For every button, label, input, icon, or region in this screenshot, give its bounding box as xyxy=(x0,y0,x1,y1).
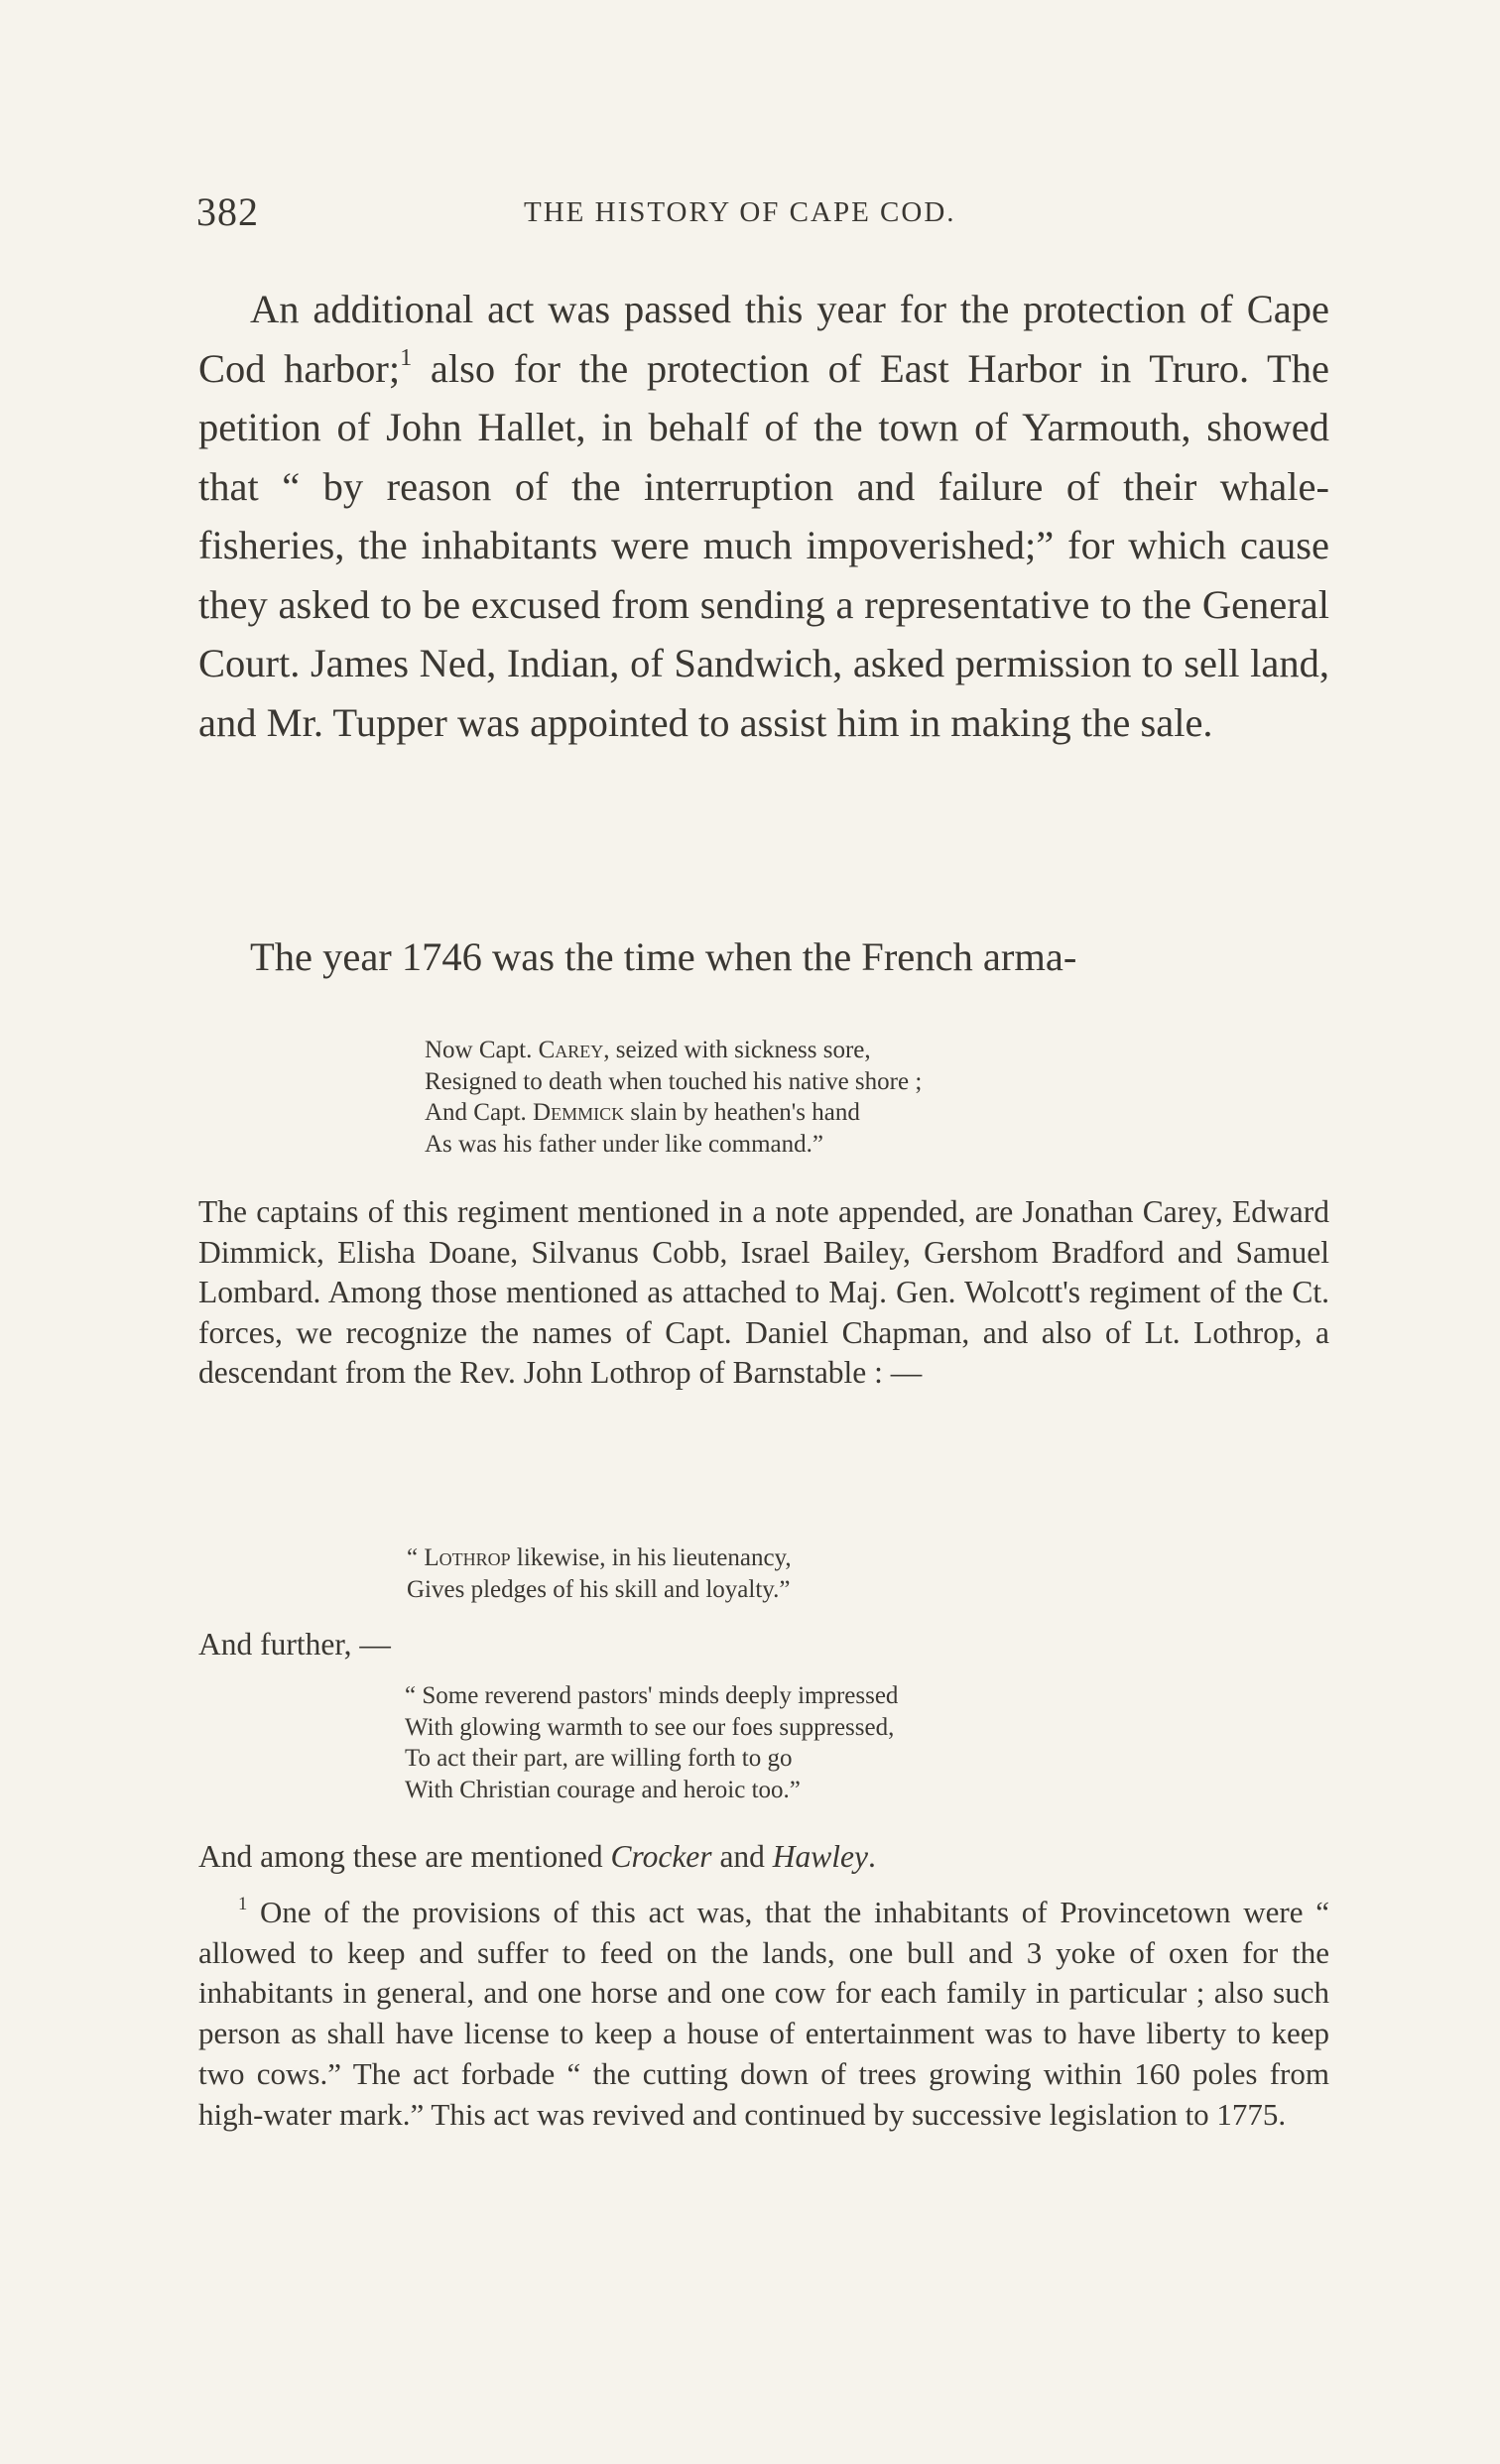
running-head: THE HISTORY OF CAPE COD. xyxy=(524,196,956,228)
page-number: 382 xyxy=(196,189,259,234)
italic-name: Crocker xyxy=(610,1839,712,1874)
italic-name: Hawley xyxy=(772,1839,869,1874)
body-text: The year 1746 was the time when the French arma- xyxy=(250,934,1077,979)
verse-line: With glowing warmth to see our foes suppressed, xyxy=(405,1713,895,1741)
body-paragraph-2 xyxy=(198,927,1329,987)
verse-line: “ Lothrop likewise, in his lieutenancy, xyxy=(407,1544,792,1571)
verse-line: “ Some reverend pastors' minds deeply impressed xyxy=(405,1682,899,1709)
footnote-text: One of the provisions of this act was, that the inhabitants of Provincetown were “ allowed to keep and suffer to feed on the lands, one bull and 3 yoke of oxen for the inhabitants in general, and one horse and one cow for each family in particular ; also such person as shall have license to keep a house of entertainment was to have liberty to keep two cows.” The act forbade “ the cutting down of trees growing within 160 poles from high-water mark.” This act was revived and continued by successive legislation to 1775. xyxy=(198,1895,1329,2132)
verse-line: To act their part, are willing forth to go xyxy=(405,1745,793,1772)
page-header xyxy=(196,188,1327,238)
note-verse-3 xyxy=(405,1680,898,1805)
note-paragraph-3: And among these are mentioned Crocker and Hawley. xyxy=(198,1839,876,1874)
note-paragraph-1 xyxy=(198,1192,1329,1394)
note-text: The captains of this regiment mentioned in a note appended, are Jonathan Carey, Edward Dimmick, Elisha Doane, Silvanus Cobb, Israel Bailey, Gershom Bradford and Samuel Lombard. Among those mentioned as attached to Maj. Gen. Wolcott's regiment of the Ct. forces, we recognize the names of Capt. Daniel Chapman, and also of Lt. Lothrop, a descendant from the Rev. John Lothrop of Barnstable : — xyxy=(198,1194,1329,1390)
body-text-continued: also for the protection of East Harbor in Truro. The petition of John Hallet, in behalf of the town of Yarmouth, showed that “ by reason of the interruption and failure of their whale-fisheries, the inhabitants were much impoverished;” for which cause they asked to be excused from sending a representative to the General Court. James Ned, Indian, of Sandwich, asked permission to sell land, and Mr. Tupper was appointed to assist him in making the sale. xyxy=(198,345,1330,745)
footnote-reference: 1 xyxy=(400,343,413,371)
body-paragraph-1 xyxy=(198,280,1329,752)
body-text: An additional act was passed this year for the protection of Cape Cod harbor; xyxy=(198,287,1329,391)
verse-line: With Christian courage and heroic too.” xyxy=(405,1776,801,1803)
footnote xyxy=(198,1893,1329,2135)
verse-line: Gives pledges of his skill and loyalty.” xyxy=(407,1575,791,1603)
note-verse-2 xyxy=(407,1542,792,1605)
note-paragraph-2 xyxy=(198,1625,1329,1665)
note-text: And further, — xyxy=(198,1627,391,1662)
verse-line: Resigned to death when touched his native shore ; xyxy=(425,1067,923,1095)
note-verse-1 xyxy=(425,1035,922,1160)
verse-line: As was his father under like command.” xyxy=(425,1130,823,1158)
verse-line: And Capt. Demmick slain by heathen's hand xyxy=(425,1099,860,1126)
verse-line: Now Capt. Carey, seized with sickness sore, xyxy=(425,1037,871,1063)
footnote-mark: 1 xyxy=(238,1893,248,1914)
